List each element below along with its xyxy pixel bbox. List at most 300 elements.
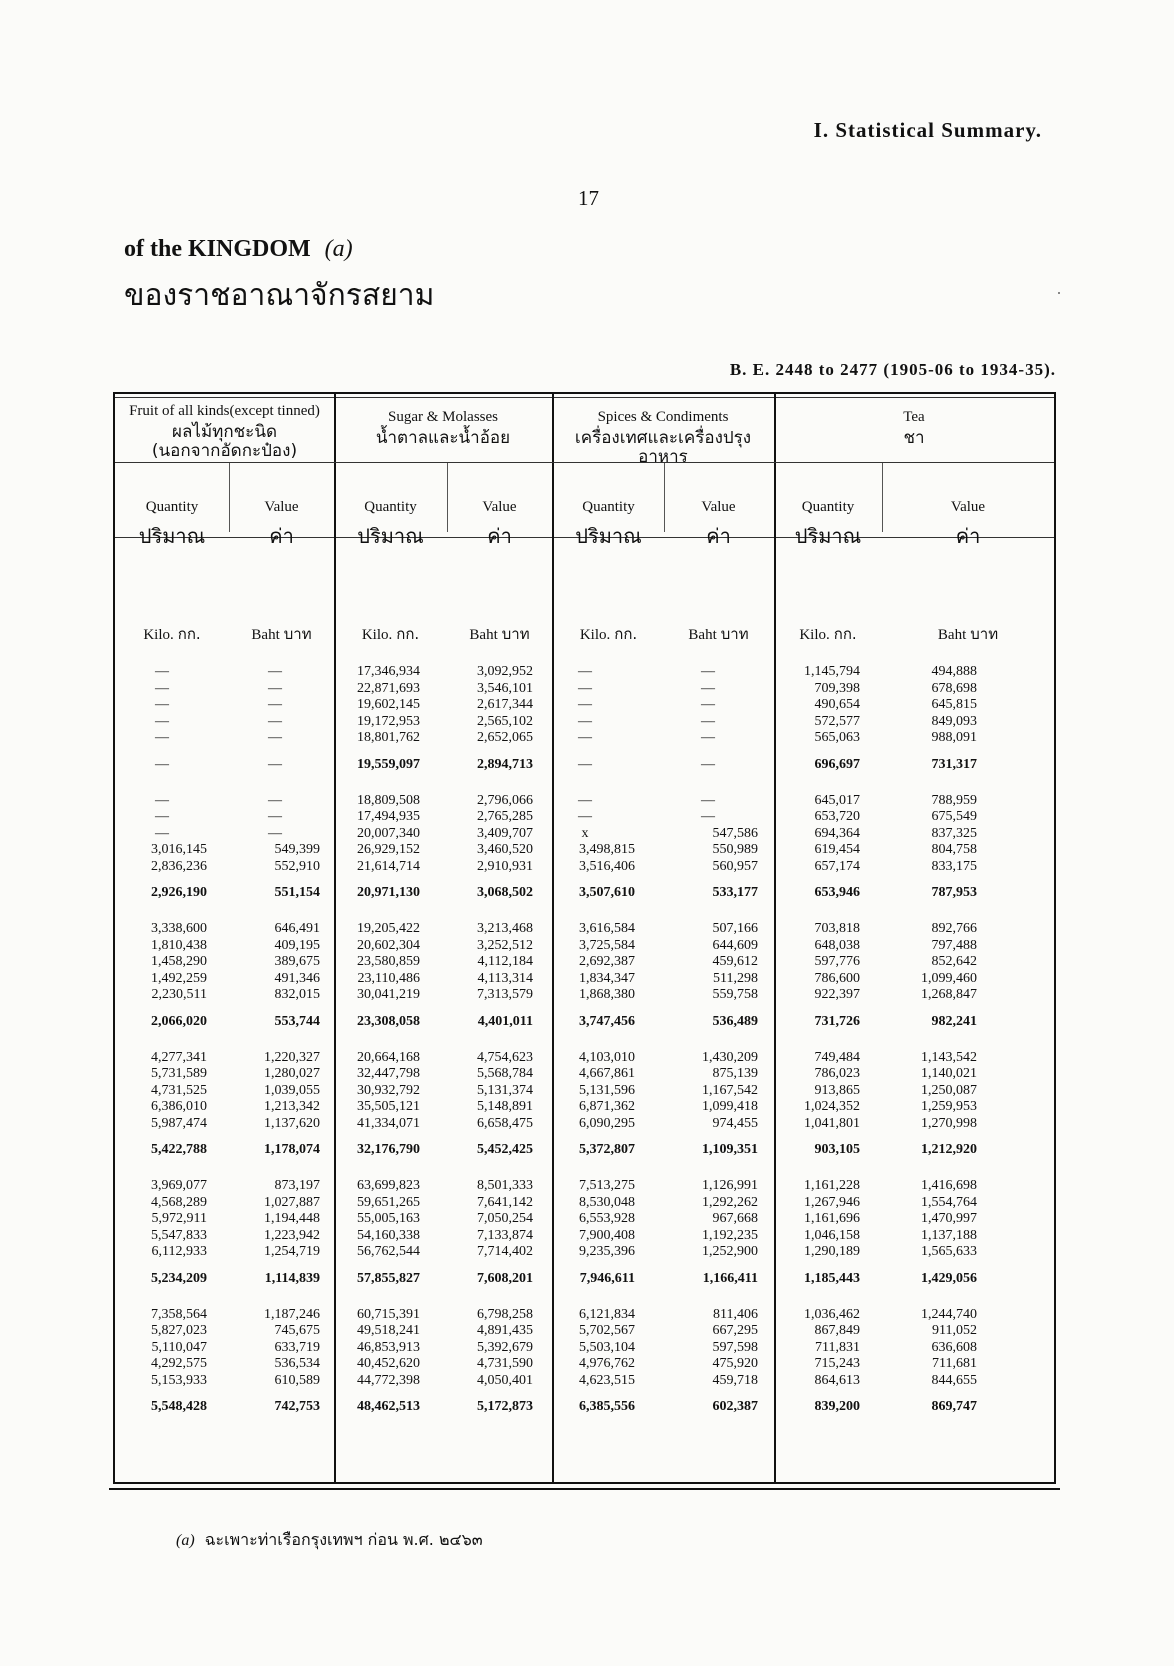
table-cell: 749,484 [814, 1049, 860, 1065]
table-cell: — [155, 792, 169, 808]
data-column-5 [535, 664, 635, 1435]
table-cell: 711,831 [815, 1339, 860, 1355]
table-cell: 833,175 [931, 858, 977, 874]
average-cell: 5,548,428 [151, 1399, 207, 1414]
table-cell: 873,197 [274, 1178, 320, 1193]
table-cell: 8,530,048 [579, 1194, 635, 1210]
table-cell: 1,470,997 [921, 1211, 977, 1226]
table-cell: 715,243 [814, 1356, 860, 1371]
average-cell: 1,185,443 [804, 1270, 860, 1286]
table-cell: — [268, 825, 282, 841]
average-cell: 787,953 [931, 885, 977, 900]
table-cell: 645,815 [931, 697, 977, 712]
table-cell: 5,702,567 [579, 1323, 635, 1338]
unit-baht [229, 622, 334, 646]
year-block [658, 793, 758, 905]
unit-kilo [774, 622, 882, 646]
table-cell: 1,187,246 [264, 1306, 320, 1322]
year-block [230, 793, 320, 905]
unit-en: Kilo. [799, 627, 830, 643]
table-cell: 475,920 [712, 1356, 758, 1371]
table-cell: — [578, 664, 592, 679]
table-cell: 1,416,698 [921, 1178, 977, 1193]
average-cell: 1,109,351 [702, 1142, 758, 1157]
table-cell: 1,046,158 [804, 1227, 860, 1243]
quantity-header [334, 499, 447, 552]
table-cell: 30,041,219 [357, 987, 420, 1002]
table-cell: 2,765,285 [477, 809, 533, 824]
subheader-en: Quantity [801, 499, 855, 515]
table-cell: 5,987,474 [151, 1115, 207, 1131]
average-cell: 3,507,610 [579, 885, 635, 900]
group-title-th: ผลไม้ทุกชะนิด [172, 422, 277, 442]
footnote-mark: (a) [176, 1532, 195, 1549]
table-cell: 788,959 [931, 792, 977, 808]
year-block [230, 921, 320, 1033]
table-cell: 1,270,998 [921, 1115, 977, 1131]
unit-baht [882, 622, 1054, 646]
table-cell: 703,818 [814, 921, 860, 936]
footnote [176, 1528, 483, 1553]
table-cell: 844,655 [931, 1372, 977, 1388]
unit-th: บาท [970, 625, 999, 643]
table-cell: 565,063 [814, 730, 860, 745]
average-cell: 903,105 [814, 1142, 860, 1157]
average-cell: 982,241 [931, 1013, 977, 1029]
year-block [433, 921, 533, 1033]
subheader-en: Value [950, 499, 986, 515]
unit-th: กก. [614, 625, 638, 643]
table-cell: 648,038 [814, 937, 860, 953]
year-block [535, 664, 635, 776]
table-cell: 3,213,468 [477, 921, 533, 936]
table-cell: 2,230,511 [151, 987, 207, 1002]
statistics-table [113, 392, 1056, 1484]
table-cell: 49,518,241 [357, 1323, 420, 1338]
unit-th: กก. [177, 625, 201, 643]
table-cell: 2,692,387 [579, 954, 635, 969]
table-cell: — [578, 792, 592, 808]
average-cell: 57,855,827 [357, 1270, 420, 1286]
year-block [117, 793, 207, 905]
table-cell: — [701, 792, 715, 808]
table-cell: 409,195 [274, 937, 320, 953]
table-cell: 852,642 [931, 954, 977, 969]
table-cell: 711,681 [932, 1356, 977, 1371]
table-cell: 32,447,798 [357, 1066, 420, 1081]
average-cell: 2,066,020 [151, 1013, 207, 1029]
unit-th: กก. [396, 625, 420, 643]
average-cell: 2,926,190 [151, 885, 207, 900]
table-cell: 507,166 [712, 921, 758, 936]
group-title-en: Spices & Condiments [597, 409, 729, 425]
table-cell: 804,758 [931, 842, 977, 857]
table-cell: 849,093 [931, 713, 977, 729]
subheader-en: Quantity [364, 499, 417, 515]
year-block [117, 1178, 207, 1290]
table-cell: 18,809,508 [357, 792, 420, 808]
year-block [230, 1050, 320, 1162]
table-cell: 4,292,575 [151, 1356, 207, 1371]
data-column-8 [877, 664, 977, 1435]
table-cell: 2,565,102 [477, 713, 533, 729]
table-cell: 1,252,900 [702, 1244, 758, 1259]
table-cell: 4,623,515 [579, 1372, 635, 1388]
average-cell: 731,726 [814, 1013, 860, 1029]
period-range: B. E. 2448 to 2477 (1905-06 to 1934-35). [729, 360, 1056, 379]
year-block [760, 1050, 860, 1162]
table-cell: 988,091 [931, 730, 977, 745]
unit-en: Baht [469, 627, 498, 643]
table-cell: 389,675 [274, 954, 320, 969]
subheader-en: Quantity [582, 499, 635, 515]
year-block [230, 1178, 320, 1290]
year-block [320, 664, 420, 776]
average-cell: — [155, 756, 169, 772]
table-cell: 20,007,340 [357, 825, 420, 841]
year-block [117, 1050, 207, 1162]
group-title-th: ชา [903, 428, 925, 448]
table-cell: 709,398 [814, 680, 860, 696]
year-block [320, 1178, 420, 1290]
table-cell: 494,888 [931, 664, 977, 679]
average-cell: — [701, 756, 715, 772]
table-cell: 511,298 [713, 970, 758, 986]
table-cell: 837,325 [931, 825, 977, 841]
table-cell: 3,546,101 [477, 680, 533, 696]
table-cell: 17,346,934 [357, 664, 420, 679]
table-cell: — [268, 809, 282, 824]
table-cell: 4,891,435 [477, 1323, 533, 1338]
average-cell: 696,697 [814, 756, 860, 772]
subheader-th: ค่า [269, 524, 294, 548]
year-block [117, 1307, 207, 1419]
unit-en: Kilo. [579, 627, 611, 643]
unit-baht [447, 622, 552, 646]
unit-kilo [115, 622, 229, 646]
table-cell: — [701, 697, 715, 712]
table-cell: 678,698 [931, 680, 977, 696]
table-cell: 3,460,520 [477, 842, 533, 857]
table-cell: 832,015 [274, 987, 320, 1002]
table-cell: 1,810,438 [151, 937, 207, 953]
year-block [760, 921, 860, 1033]
average-cell: 5,172,873 [477, 1399, 533, 1414]
table-cell: — [268, 697, 282, 712]
table-cell: 1,254,719 [264, 1244, 320, 1259]
average-cell: 7,608,201 [477, 1270, 533, 1286]
table-cell: 3,016,145 [151, 842, 207, 857]
data-column-2 [230, 664, 320, 1435]
table-cell: 797,488 [931, 937, 977, 953]
table-cell: — [268, 792, 282, 808]
table-cell: 892,766 [931, 921, 977, 936]
table-cell: 1,834,347 [579, 970, 635, 986]
year-block [658, 1050, 758, 1162]
subheader-th: ปริมาณ [575, 524, 642, 548]
table-cell: 459,718 [712, 1372, 758, 1388]
table-cell: 1,492,259 [151, 970, 207, 986]
kingdom-title-th: ของราชอาณาจักรสยาม [124, 278, 435, 313]
average-cell: 5,234,209 [151, 1270, 207, 1286]
table-cell: 56,762,544 [357, 1244, 420, 1259]
year-block [877, 1178, 977, 1290]
value-header [664, 499, 773, 552]
table-cell: 864,613 [814, 1372, 860, 1388]
table-cell: 657,174 [814, 858, 860, 874]
table-cell: — [268, 730, 282, 745]
subheader-en: Value [701, 499, 736, 515]
table-cell: 21,614,714 [357, 858, 420, 874]
table-cell: 5,392,679 [477, 1339, 533, 1355]
table-cell: 3,409,707 [477, 825, 533, 841]
table-cell: 6,090,295 [579, 1115, 635, 1131]
table-cell: 26,929,152 [357, 842, 420, 857]
table-cell: 786,600 [814, 970, 860, 986]
table-cell: 40,452,620 [357, 1356, 420, 1371]
table-cell: 5,827,023 [151, 1323, 207, 1338]
year-block [320, 921, 420, 1033]
year-block [760, 793, 860, 905]
table-cell: 1,430,209 [702, 1049, 758, 1065]
table-cell: 5,547,833 [151, 1227, 207, 1243]
subheader-en: Quantity [145, 499, 199, 515]
table-cell: 694,364 [814, 825, 860, 841]
average-cell: 869,747 [931, 1399, 977, 1414]
table-cell: 23,580,859 [357, 954, 420, 969]
unit-en: Kilo. [143, 627, 174, 643]
table-cell: 2,617,344 [477, 697, 533, 712]
unit-en: Baht [251, 627, 280, 643]
table-cell: 922,397 [814, 987, 860, 1002]
table-cell: 63,699,823 [357, 1178, 420, 1193]
average-cell: 2,894,713 [477, 756, 533, 772]
table-cell: 1,161,696 [804, 1211, 860, 1226]
table-cell: 4,731,525 [151, 1082, 207, 1098]
average-cell: 32,176,790 [357, 1142, 420, 1157]
data-column-3 [320, 664, 420, 1435]
average-cell: 3,747,456 [579, 1013, 635, 1029]
table-cell: 1,039,055 [264, 1082, 320, 1098]
year-block [877, 664, 977, 776]
year-block [433, 664, 533, 776]
table-cell: 4,050,401 [477, 1372, 533, 1388]
table-cell: 597,598 [712, 1339, 758, 1355]
table-cell: 7,313,579 [477, 987, 533, 1002]
year-block [230, 1307, 320, 1419]
table-top-rule [115, 397, 1054, 398]
year-block [877, 1050, 977, 1162]
table-cell: 1,099,460 [921, 970, 977, 986]
average-cell: 1,114,839 [264, 1270, 320, 1286]
table-cell: 644,609 [712, 937, 758, 953]
table-cell: 3,252,512 [477, 937, 533, 953]
year-block [877, 921, 977, 1033]
table-cell: 20,664,168 [357, 1049, 420, 1065]
year-block [433, 1307, 533, 1419]
table-cell: 1,280,027 [264, 1066, 320, 1081]
year-block [658, 1178, 758, 1290]
table-cell: 19,172,953 [357, 713, 420, 729]
average-cell: 839,200 [814, 1399, 860, 1414]
year-block [433, 1178, 533, 1290]
table-cell: — [578, 713, 592, 729]
table-cell: 3,969,077 [151, 1178, 207, 1193]
section-title: I. Statistical Summary. [813, 118, 1042, 142]
table-cell: — [155, 825, 169, 841]
table-cell: 6,386,010 [151, 1099, 207, 1114]
table-cell: 4,277,341 [151, 1049, 207, 1065]
table-cell: 4,113,314 [477, 970, 533, 986]
subheader-th: ค่า [955, 524, 981, 548]
table-cell: 7,358,564 [151, 1306, 207, 1322]
year-block [535, 1307, 635, 1419]
value-header [229, 499, 334, 552]
table-cell: 1,126,991 [702, 1178, 758, 1193]
table-cell: 1,099,418 [702, 1099, 758, 1114]
data-column-6 [658, 664, 758, 1435]
year-block [658, 664, 758, 776]
table-cell: 1,143,542 [921, 1049, 977, 1065]
table-cell: 1,167,542 [702, 1082, 758, 1098]
year-block [535, 793, 635, 905]
table-cell: 20,602,304 [357, 937, 420, 953]
average-cell: 536,489 [712, 1013, 758, 1029]
table-cell: 6,798,258 [477, 1306, 533, 1322]
table-cell: 3,498,815 [579, 842, 635, 857]
table-cell: — [701, 713, 715, 729]
table-cell: 1,565,633 [921, 1244, 977, 1259]
year-block [877, 793, 977, 905]
subheader-th: ปริมาณ [357, 524, 424, 548]
table-cell: 55,005,163 [357, 1211, 420, 1226]
table-cell: 1,292,262 [702, 1194, 758, 1210]
table-cell: 1,267,946 [804, 1194, 860, 1210]
table-cell: 745,675 [274, 1323, 320, 1338]
page-number: 17 [578, 186, 599, 210]
group-title-th: เครื่องเทศและเครื่องปรุงอาหาร [574, 428, 752, 467]
year-block [117, 921, 207, 1033]
table-cell: 4,731,590 [477, 1356, 533, 1371]
table-cell: 3,516,406 [579, 858, 635, 874]
table-cell: 5,110,047 [151, 1339, 207, 1355]
table-cell: — [155, 730, 169, 745]
table-cell: 5,153,933 [151, 1372, 207, 1388]
quantity-header [552, 499, 665, 552]
table-cell: 19,602,145 [357, 697, 420, 712]
value-header [882, 499, 1054, 552]
average-cell: 551,154 [274, 885, 320, 900]
table-cell: 4,103,010 [579, 1049, 635, 1065]
table-cell: 7,133,874 [477, 1227, 533, 1243]
table-cell: — [268, 664, 282, 679]
table-cell: 2,652,065 [477, 730, 533, 745]
group-subtitle-th: (นอกจากอัดกะป๋อง) [151, 441, 298, 461]
group-title-en: Fruit of all kinds(except tinned) [129, 403, 320, 419]
average-cell: 533,177 [712, 885, 758, 900]
footnote-text: ฉะเพาะท่าเรือกรุงเทพฯ ก่อน พ.ศ. ๒๔๖๓ [204, 1530, 483, 1549]
average-cell: 653,946 [814, 885, 860, 900]
average-cell: 1,166,411 [702, 1270, 758, 1286]
table-cell: 645,017 [814, 792, 860, 808]
table-cell: 1,027,887 [264, 1194, 320, 1210]
unit-baht [664, 622, 773, 646]
table-cell: 2,910,931 [477, 858, 533, 874]
average-cell: 1,178,074 [264, 1142, 320, 1157]
table-cell: — [155, 713, 169, 729]
year-block [230, 664, 320, 776]
quantity-header [115, 499, 229, 552]
table-cell: 4,976,762 [579, 1356, 635, 1371]
year-block [760, 1178, 860, 1290]
table-cell: 18,801,762 [357, 730, 420, 745]
table-cell: 1,868,380 [579, 987, 635, 1002]
data-column-4 [433, 664, 533, 1435]
average-cell: 731,317 [931, 756, 977, 772]
average-cell: 5,452,425 [477, 1142, 533, 1157]
table-cell: 1,137,188 [921, 1227, 977, 1243]
average-cell: 602,387 [712, 1399, 758, 1414]
table-cell: 7,900,408 [579, 1227, 635, 1243]
table-cell: 5,972,911 [151, 1211, 207, 1226]
table-cell: 559,758 [712, 987, 758, 1002]
table-cell: — [268, 680, 282, 696]
table-cell: 5,148,891 [477, 1099, 533, 1114]
table-cell: — [155, 664, 169, 679]
table-cell: 547,586 [712, 825, 758, 841]
table-cell: — [578, 680, 592, 696]
table-cell: 6,112,933 [151, 1244, 207, 1259]
table-cell: 1,290,189 [804, 1244, 860, 1259]
unit-en: Kilo. [361, 627, 393, 643]
speck [1058, 292, 1060, 294]
table-cell: x [581, 825, 589, 841]
table-cell: 3,616,584 [579, 921, 635, 936]
table-cell: 633,719 [274, 1339, 320, 1355]
table-cell: 44,772,398 [357, 1372, 420, 1388]
table-cell: 1,458,290 [151, 954, 207, 969]
table-cell: 6,553,928 [579, 1211, 635, 1226]
table-cell: 1,244,740 [921, 1306, 977, 1322]
group-header-3 [552, 408, 774, 467]
table-cell: — [155, 697, 169, 712]
year-block [760, 1307, 860, 1419]
table-cell: 4,667,861 [579, 1066, 635, 1081]
table-cell: 974,455 [712, 1115, 758, 1131]
table-cell: — [701, 809, 715, 824]
table-cell: 54,160,338 [357, 1227, 420, 1243]
year-block [117, 664, 207, 776]
table-cell: 913,865 [814, 1082, 860, 1098]
table-cell: 7,513,275 [579, 1178, 635, 1193]
unit-th: บาท [501, 625, 530, 643]
table-cell: 4,568,289 [151, 1194, 207, 1210]
table-cell: 5,731,589 [151, 1066, 207, 1081]
year-block [433, 793, 533, 905]
table-cell: 875,139 [712, 1066, 758, 1081]
unit-kilo [552, 622, 665, 646]
average-cell: 6,385,556 [579, 1399, 635, 1414]
table-cell: — [578, 730, 592, 745]
table-cell: 572,577 [814, 713, 860, 729]
table-cell: 1,268,847 [921, 987, 977, 1002]
group-title-th: น้ำตาลและน้ำอ้อย [375, 428, 511, 448]
table-cell: 459,612 [712, 954, 758, 969]
table-cell: 549,399 [274, 842, 320, 857]
table-cell: 811,406 [713, 1306, 758, 1322]
table-cell: 1,194,448 [264, 1211, 320, 1226]
table-cell: 19,205,422 [357, 921, 420, 936]
